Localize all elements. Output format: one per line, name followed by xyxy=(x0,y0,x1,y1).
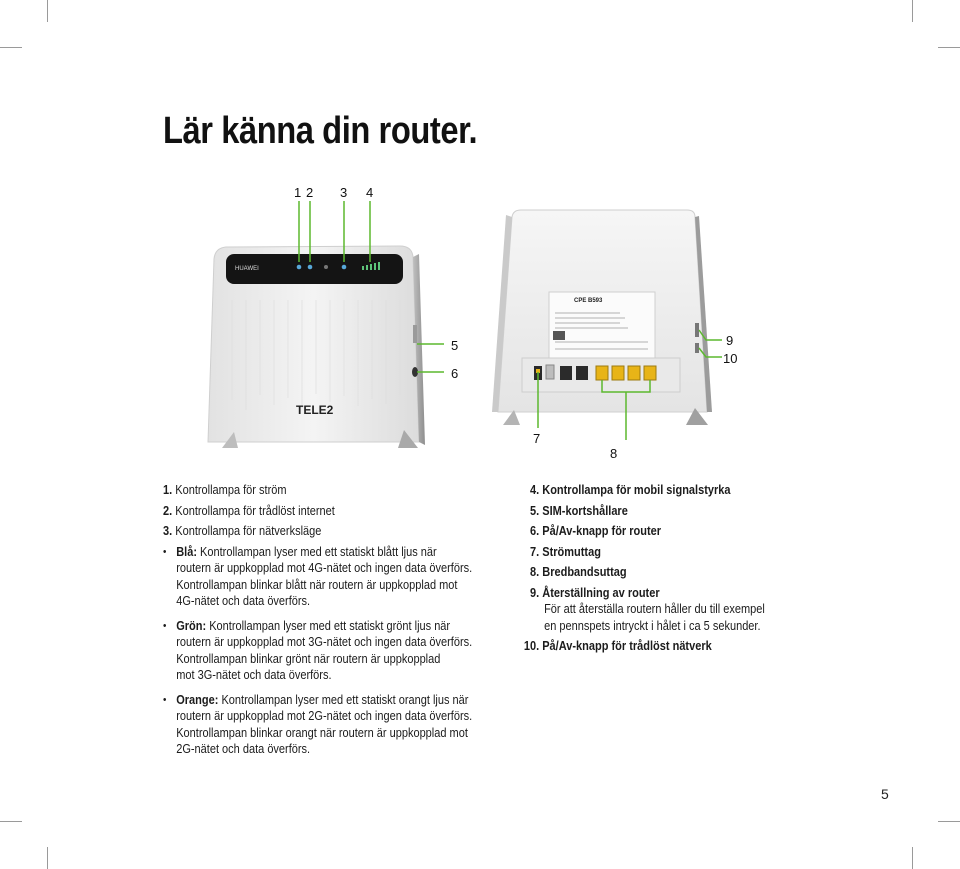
crop-mark xyxy=(47,847,48,869)
bullet-green: • Grön: Kontrollampan lyser med ett statiskt grönt ljus när routern är uppkopplad mot 3G-nätet och ingen data överförs. Kontrollampan blinkar grönt när routern är uppkopplad mot 3G-nätet och data överförs. xyxy=(163,618,462,684)
legend-item-3: 3. Kontrollampa för nätverksläge xyxy=(163,524,322,538)
legend-item-4: 4. Kontrollampa för mobil signalstyrka xyxy=(530,483,731,497)
legend-item-6: 6. På/Av-knapp för router xyxy=(530,524,662,538)
callout-3: 3 xyxy=(340,185,348,200)
legend-item-8: 8. Bredbandsuttag xyxy=(530,565,627,579)
right-legend xyxy=(523,482,830,659)
huawei-logo: HUAWEI xyxy=(235,266,259,272)
page-number: 5 xyxy=(881,786,889,802)
bullet-orange: • Orange: Kontrollampan lyser med ett statiskt orangt ljus när routern är uppkopplad mot 2G-nätet och ingen data överförs. Kontrollampan blinkar orangt när routern är uppkopplad mot 2G-nätet och data överförs. xyxy=(163,692,462,758)
legend-item-2: 2. Kontrollampa för trådlöst internet xyxy=(163,503,335,518)
crop-mark xyxy=(912,847,913,869)
callout-2: 2 xyxy=(306,185,314,200)
legend-item-7: 7. Strömuttag xyxy=(530,544,601,559)
crop-mark xyxy=(0,821,22,822)
legend-item-5: 5. SIM-kortshållare xyxy=(530,503,628,518)
legend-item-9: 9. Återställning av router För att återställa routern håller du till exempel en pennspets intryckt i hålet i ca 5 sekunder. xyxy=(530,585,765,633)
label-model: CPE B593 xyxy=(574,298,603,304)
callout-4: 4 xyxy=(366,185,374,200)
callout-10: 10 xyxy=(723,351,738,366)
callout-1: 1 xyxy=(294,185,302,200)
crop-mark xyxy=(938,821,960,822)
callout-6: 6 xyxy=(451,366,459,381)
left-legend xyxy=(163,482,503,766)
callout-9: 9 xyxy=(726,333,734,348)
legend-item-1: 1. Kontrollampa för ström xyxy=(163,483,287,497)
callout-7: 7 xyxy=(533,431,541,446)
page-title: Lär känna din router. xyxy=(163,110,478,152)
router-front xyxy=(208,246,425,448)
callout-8: 8 xyxy=(610,446,618,461)
callout-5: 5 xyxy=(451,338,459,353)
tele2-logo: TELE2 xyxy=(296,403,334,417)
bullet-blue: • Blå: Kontrollampan lyser med ett statiskt blått ljus när routern är uppkopplad mot 4G-nätet och ingen data överförs. Kontrollampan blinkar blått när routern är uppkopplad mot 4G-nätet och data överförs. xyxy=(163,544,462,610)
legend-item-10: 10. På/Av-knapp för trådlöst nätverk xyxy=(523,639,712,653)
